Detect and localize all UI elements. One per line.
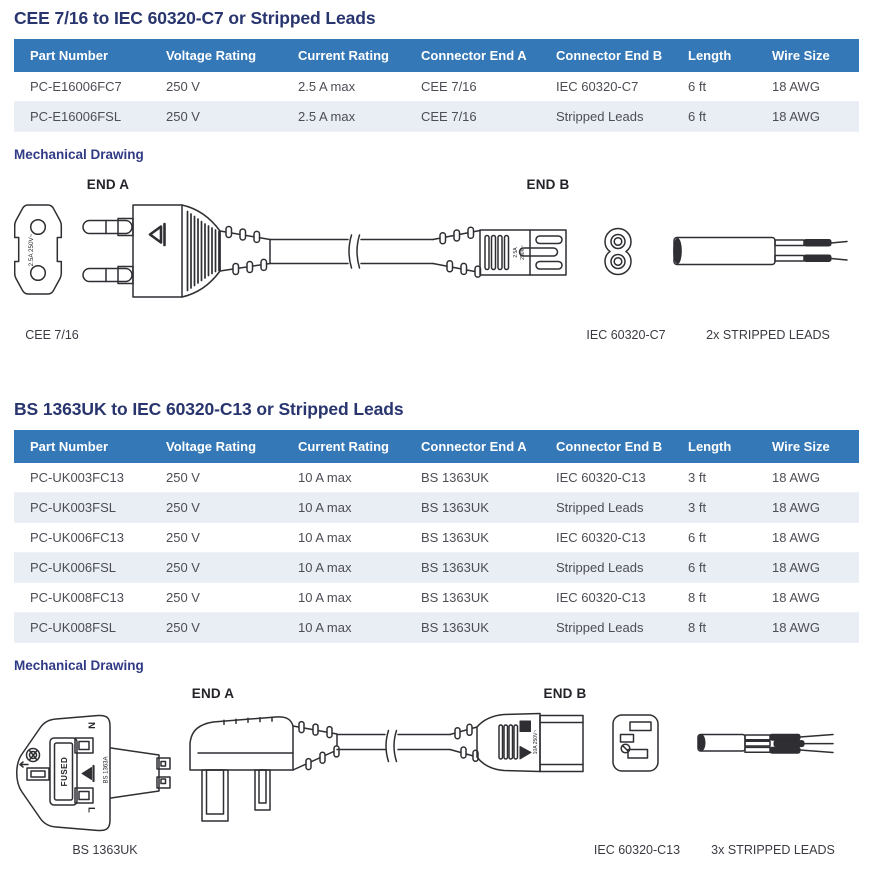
- mechanical-drawing-heading: Mechanical Drawing: [14, 658, 144, 673]
- table-cell: PC-UK008FSL: [30, 620, 116, 635]
- column-header: Length: [672, 39, 756, 72]
- cee716-rating-marking: 2.5A 250V~: [28, 233, 35, 267]
- table-cell: 250 V: [166, 620, 200, 635]
- table-cell: IEC 60320-C13: [556, 590, 646, 605]
- column-header: Connector End B: [540, 430, 672, 463]
- europlug-side-drawing: [83, 205, 270, 297]
- table-cell: 250 V: [166, 79, 200, 94]
- table-row: [14, 102, 859, 132]
- column-header: Length: [672, 430, 756, 463]
- column-header: Connector End A: [405, 430, 540, 463]
- spec-table: [14, 430, 859, 643]
- table-cell: 8 ft: [688, 590, 707, 605]
- mechanical-drawing-cee716: [14, 167, 859, 352]
- table-cell: 18 AWG: [772, 470, 820, 485]
- column-header: Wire Size: [756, 430, 859, 463]
- end-a-label: END A: [191, 686, 235, 701]
- table-cell: 2.5 A max: [298, 79, 356, 94]
- cee716-to-c7-drawing: [14, 167, 859, 352]
- table-cell: IEC 60320-C7: [556, 79, 639, 94]
- table-row: [14, 463, 859, 493]
- caption-iec60320-c7: IEC 60320-C7: [586, 328, 666, 342]
- table-cell: PC-UK003FC13: [30, 470, 124, 485]
- table-cell: BS 1363UK: [421, 590, 489, 605]
- c13-side-drawing: [450, 714, 583, 772]
- table-cell: 3 ft: [688, 470, 707, 485]
- table-cell: 18 AWG: [772, 590, 820, 605]
- column-header: Voltage Rating: [150, 39, 282, 72]
- end-b-label: END B: [526, 177, 570, 192]
- table-row: [14, 493, 859, 523]
- caption-iec60320-c13: IEC 60320-C13: [593, 843, 681, 857]
- table-cell: 2.5 A max: [298, 109, 356, 124]
- table-cell: 250 V: [166, 560, 200, 575]
- table-cell: 6 ft: [688, 530, 707, 545]
- spec-table: [14, 39, 859, 132]
- table-cell: 18 AWG: [772, 620, 820, 635]
- table-row: [14, 553, 859, 583]
- mechanical-drawing-heading: Mechanical Drawing: [14, 147, 144, 162]
- c7-side-drawing: [433, 227, 566, 277]
- table-cell: 18 AWG: [772, 79, 820, 94]
- table-row: [14, 523, 859, 553]
- bs1363-face-drawing: [17, 715, 170, 830]
- table-cell: BS 1363UK: [421, 620, 489, 635]
- caption-bs1363uk: BS 1363UK: [72, 843, 138, 857]
- c13-face-drawing: [613, 715, 658, 771]
- table-cell: 250 V: [166, 500, 200, 515]
- table-cell: BS 1363UK: [421, 560, 489, 575]
- table-cell: 6 ft: [688, 560, 707, 575]
- table-cell: PC-E16006FSL: [30, 109, 122, 124]
- column-header: Part Number: [14, 430, 150, 463]
- table-cell: 18 AWG: [772, 530, 820, 545]
- table-cell: 10 A max: [298, 590, 352, 605]
- cord-drawing: [270, 235, 433, 268]
- column-header: Wire Size: [756, 39, 859, 72]
- bs1363-side-drawing: [190, 717, 339, 821]
- table-cell: BS 1363UK: [421, 500, 489, 515]
- section-cee716-to-c7: [14, 8, 859, 352]
- column-header: Voltage Rating: [150, 430, 282, 463]
- stripped-leads-2x-drawing: [674, 238, 847, 265]
- caption-stripped-leads-3x: 3x STRIPPED LEADS: [711, 843, 835, 857]
- live-marking: L: [85, 807, 97, 813]
- table-header-row: [14, 39, 859, 72]
- table-cell: Stripped Leads: [556, 500, 644, 515]
- mechanical-drawing-bs1363: [14, 678, 859, 862]
- section-bs1363-to-c13: [14, 399, 859, 862]
- table-cell: 8 ft: [688, 620, 707, 635]
- table-row: [14, 583, 859, 613]
- table-cell: PC-UK006FC13: [30, 530, 124, 545]
- c13-rating-marking: 10A 250V~: [533, 729, 539, 755]
- fused-marking: FUSED: [60, 756, 69, 787]
- table-cell: IEC 60320-C13: [556, 470, 646, 485]
- table-cell: Stripped Leads: [556, 620, 644, 635]
- table-cell: 3 ft: [688, 500, 707, 515]
- table-cell: BS 1363UK: [421, 470, 489, 485]
- table-cell: 250 V: [166, 530, 200, 545]
- table-cell: Stripped Leads: [556, 109, 644, 124]
- table-cell: PC-UK006FSL: [30, 560, 116, 575]
- bs-standard-marking: BS 1363A: [103, 756, 110, 784]
- section-title: CEE 7/16 to IEC 60320-C7 or Stripped Leads: [14, 8, 376, 28]
- caption-cee716: CEE 7/16: [25, 328, 79, 342]
- table-cell: 6 ft: [688, 109, 707, 124]
- table-cell: 10 A max: [298, 560, 352, 575]
- table-cell: 18 AWG: [772, 500, 820, 515]
- table-row: [14, 72, 859, 102]
- end-b-label: END B: [543, 686, 587, 701]
- table-cell: 10 A max: [298, 530, 352, 545]
- table-cell: 18 AWG: [772, 560, 820, 575]
- c7-marking-voltage: 250V~: [520, 245, 526, 260]
- table-cell: Stripped Leads: [556, 560, 644, 575]
- column-header: Current Rating: [282, 39, 405, 72]
- column-header: Part Number: [14, 39, 150, 72]
- table-cell: 10 A max: [298, 500, 352, 515]
- cord-drawing: [337, 731, 450, 762]
- table-row: [14, 613, 859, 643]
- end-a-label: END A: [86, 177, 130, 192]
- column-header: Connector End B: [540, 39, 672, 72]
- table-cell: 250 V: [166, 109, 200, 124]
- table-cell: 6 ft: [688, 79, 707, 94]
- table-cell: PC-UK008FC13: [30, 590, 124, 605]
- table-cell: PC-E16006FC7: [30, 79, 122, 94]
- table-header-row: [14, 430, 859, 463]
- table-cell: IEC 60320-C13: [556, 530, 646, 545]
- table-cell: BS 1363UK: [421, 530, 489, 545]
- table-cell: 250 V: [166, 470, 200, 485]
- table-cell: CEE 7/16: [421, 79, 477, 94]
- cee716-face-drawing: [15, 205, 62, 294]
- c7-marking-current: 2.5A: [513, 247, 519, 258]
- table-cell: 18 AWG: [772, 109, 820, 124]
- table-cell: PC-UK003FSL: [30, 500, 116, 515]
- column-header: Current Rating: [282, 430, 405, 463]
- bs1363-to-c13-drawing: [14, 678, 859, 862]
- neutral-marking: N: [85, 722, 97, 729]
- column-header: Connector End A: [405, 39, 540, 72]
- table-cell: 10 A max: [298, 470, 352, 485]
- table-cell: 250 V: [166, 590, 200, 605]
- section-title: BS 1363UK to IEC 60320-C13 or Stripped Leads: [14, 399, 404, 419]
- caption-stripped-leads-2x: 2x STRIPPED LEADS: [706, 328, 830, 342]
- stripped-leads-3x-drawing: [698, 734, 833, 753]
- c7-face-drawing: [605, 229, 631, 275]
- table-cell: CEE 7/16: [421, 109, 477, 124]
- table-cell: 10 A max: [298, 620, 352, 635]
